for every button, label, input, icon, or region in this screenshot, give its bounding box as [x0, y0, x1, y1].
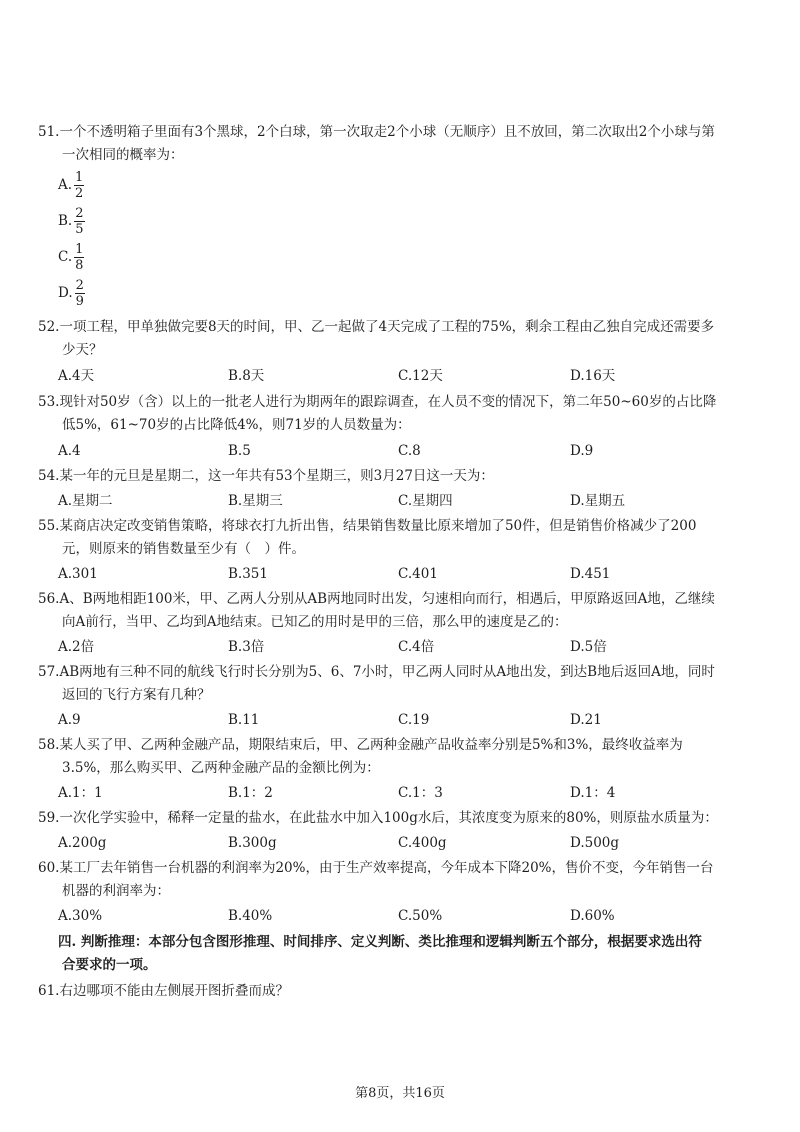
question-54-option-c: C.星期四 — [398, 493, 453, 509]
question-52-option-a: A.4天 — [58, 368, 95, 384]
question-55-stem: 55.某商店决定改变销售策略，将球衣打九折出售，结果销售数量比原来增加了50件，但是销售价格减少了200 — [38, 518, 697, 534]
question-51-option-a — [58, 170, 84, 201]
question-52-stem-cont: 少天？ — [62, 342, 103, 358]
question-58-option-c: C.1：3 — [398, 785, 443, 801]
question-53-option-a: A.4 — [58, 443, 81, 459]
question-56-stem: 56.A、B两地相距100米，甲、乙两人分别从AB两地同时出发，匀速相向而行，相遇后，甲原路返回A地，乙继续 — [38, 591, 715, 607]
section-4-heading-cont: 合要求的一项。 — [62, 957, 157, 973]
question-53-option-c: C.8 — [398, 443, 421, 459]
question-58-stem-cont: 3.5%，那么购买甲、乙两种金融产品的金额比例为： — [62, 760, 380, 776]
question-58-option-b: B.1：2 — [228, 785, 273, 801]
question-54-option-a: A.星期二 — [58, 493, 113, 509]
question-55-stem-cont: 元，则原来的销售数量至少有（ ）件。 — [62, 541, 305, 557]
numerator: 2 — [75, 278, 84, 293]
numerator: 1 — [75, 170, 84, 185]
question-60-option-a: A.30% — [58, 908, 103, 924]
question-53-option-b: B.5 — [228, 443, 251, 459]
option-label: D. — [58, 285, 73, 302]
question-57-option-d: D.21 — [570, 712, 602, 728]
question-61-stem: 61.右边哪项不能由左侧展开图折叠而成？ — [38, 983, 289, 999]
denominator: 9 — [75, 294, 84, 309]
question-58-stem: 58.某人买了甲、乙两种金融产品，期限结束后，甲、乙两种金融产品收益率分别是5%和3%，最终收益率为 — [38, 737, 683, 753]
question-58-option-a: A.1：1 — [58, 785, 103, 801]
question-60-stem-cont: 机器的利润率为： — [62, 883, 170, 899]
question-60-stem: 60.某工厂去年销售一台机器的利润率为20%，由于生产效率提高，今年成本下降20%，售价不变，今年销售一台 — [38, 860, 714, 876]
question-56-option-d: D.5倍 — [570, 639, 607, 655]
question-52-option-b: B.8天 — [228, 368, 265, 384]
page-footer: 第8页，共16页 — [355, 1086, 445, 1101]
question-53-stem-cont: 低5%，61~70岁的占比降低4%，则71岁的人员数量为： — [62, 417, 411, 433]
denominator: 2 — [75, 186, 84, 201]
question-52-stem: 52.一项工程，甲单独做完要8天的时间，甲、乙一起做了4天完成了工程的75%，剩余工程由乙独自完成还需要多 — [38, 319, 715, 335]
question-57-stem-cont: 返回的飞行方案有几种？ — [62, 687, 211, 703]
question-55-option-c: C.401 — [398, 566, 438, 582]
question-59-option-d: D.500g — [570, 835, 620, 851]
question-58-option-d: D.1：4 — [570, 785, 616, 801]
question-54-option-b: B.星期三 — [228, 493, 283, 509]
fraction — [74, 170, 84, 201]
denominator: 5 — [75, 222, 84, 237]
question-57-option-a: A.9 — [58, 712, 81, 728]
fraction — [74, 206, 84, 237]
question-55-option-b: B.351 — [228, 566, 268, 582]
numerator: 2 — [75, 206, 84, 221]
question-55-option-d: D.451 — [570, 566, 611, 582]
question-60-option-d: D.60% — [570, 908, 615, 924]
question-57-stem: 57.AB两地有三种不同的航线飞行时长分别为5、6、7小时，甲乙两人同时从A地出发，到达B地后返回A地，同时 — [38, 664, 715, 680]
question-56-option-c: C.4倍 — [398, 639, 435, 655]
option-label: B. — [58, 213, 73, 230]
question-59-option-c: C.400g — [398, 835, 447, 851]
question-57-option-c: C.19 — [398, 712, 430, 728]
question-56-stem-cont: 向A前行，当甲、乙均到A地结束。已知乙的用时是甲的三倍，那么甲的速度是乙的： — [62, 614, 568, 630]
question-60-option-c: C.50% — [398, 908, 443, 924]
question-54-stem: 54.某一年的元旦是星期二，这一年共有53个星期三，则3月27日这一天为： — [38, 468, 494, 484]
question-51-stem: 51.一个不透明箱子里面有3个黑球，2个白球，第一次取走2个小球（无顺序）且不放回，第二次取出2个小球与第 — [38, 124, 715, 140]
question-56-option-a: A.2倍 — [58, 639, 95, 655]
question-59-option-a: A.200g — [58, 835, 107, 851]
question-56-option-b: B.3倍 — [228, 639, 265, 655]
option-label: A. — [58, 177, 73, 194]
question-51-option-b — [58, 206, 85, 237]
question-51-option-c — [58, 242, 84, 273]
question-53-option-d: D.9 — [570, 443, 594, 459]
question-52-option-c: C.12天 — [398, 368, 443, 384]
question-60-option-b: B.40% — [228, 908, 273, 924]
question-51-stem-cont: 一次相同的概率为： — [62, 147, 184, 163]
option-label: C. — [58, 249, 73, 266]
numerator: 1 — [75, 242, 84, 257]
question-59-option-b: B.300g — [228, 835, 277, 851]
fraction — [74, 242, 84, 273]
question-59-stem: 59.一次化学实验中，稀释一定量的盐水，在此盐水中加入100g水后，其浓度变为原来的80%，则原盐水质量为： — [38, 810, 718, 826]
question-55-option-a: A.301 — [58, 566, 98, 582]
denominator: 8 — [75, 258, 84, 273]
question-53-stem: 53.现针对50岁（含）以上的一批老人进行为期两年的跟踪调查，在人员不变的情况下，第二年50~60岁的占比降 — [38, 394, 717, 410]
section-4-heading: 四. 判断推理：本部分包含图形推理、时间排序、定义判断、类比推理和逻辑判断五个部分，根据要求选出符 — [58, 934, 702, 950]
question-52-option-d: D.16天 — [570, 368, 616, 384]
question-57-option-b: B.11 — [228, 712, 260, 728]
question-54-option-d: D.星期五 — [570, 493, 626, 509]
question-51-option-d — [58, 278, 85, 309]
fraction — [75, 278, 85, 309]
